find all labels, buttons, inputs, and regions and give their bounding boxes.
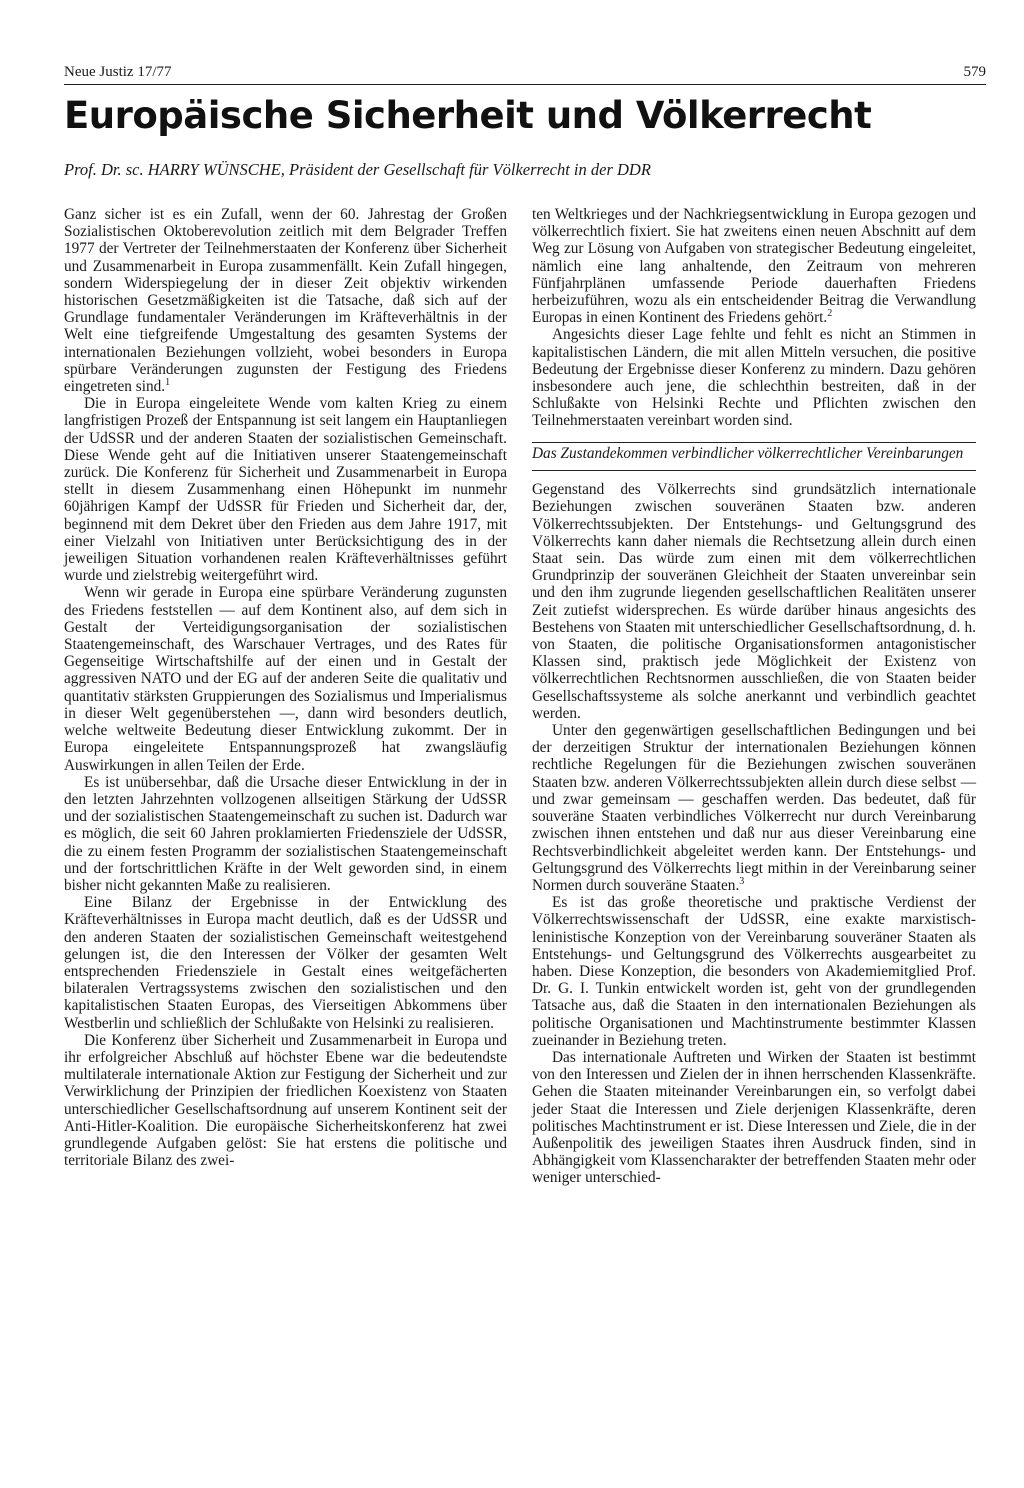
page-number: 579 <box>963 64 986 80</box>
paragraph: Eine Bilanz der Ergebnisse in der Entwicklung des Kräfteverhältnisses in Europa macht deutlich, daß es der UdSSR und den anderen Staaten der sozialistischen Gemeinschaft weitestgehend gelungen ist, die den Interessen der Völker der gesamten Welt entsprechenden Friedensziele in Gestalt eines weitgefächerten bilateralen Vertragssystems zwischen den sozialistischen und den kapitalistischen Staaten Europas, des Vierseitigen Abkommens über Westberlin und schließlich der Schlußakte von Helsinki zu realisieren. <box>64 894 507 1032</box>
section-rule <box>532 470 976 471</box>
paragraph: Gegenstand des Völkerrechts sind grundsätzlich internationale Beziehungen zwischen souveränen Staaten bzw. anderen Völkerrechtssubjekten. Der Entstehungs- und Geltungsgrund des Völkerrechts kann daher niemals die Rechtsetzung allein durch einen Staat sein. Das würde zum einen mit dem völkerrechtlichen Grundprinzip der souveränen Gleichheit der Staaten unvereinbar sein und den ihm zugrunde liegenden gesellschaftlichen Realitäten unserer Zeit zutiefst widersprechen. Es würde darüber hinaus angesichts des Bestehens von Staaten mit unterschiedlicher Gesellschaftsordnung, d. h. von Staaten, die politische Organisationsformen antagonistischer Klassen sind, praktisch jede Möglichkeit der Existenz von völkerrechtlichen Rechtsnormen ausschließen, die von Staaten beider Gesellschaftssysteme als solche anerkannt und verbindlich geachtet werden. <box>532 481 976 722</box>
paragraph: Es ist unübersehbar, daß die Ursache dieser Entwicklung in der in den letzten Jahrzehnten vollzogenen allseitigen Stärkung der UdSSR und der sozialistischen Staatengemeinschaft zu suchen ist. Dadurch war es möglich, die seit 60 Jahren proklamierten Friedensziele der UdSSR, die zu einem festen Programm der sozialistischen Staatengemeinschaft und der fortschrittlichen Kräfte in der Welt geworden sind, in einem bisher nicht gekannten Maße zu realisieren. <box>64 773 507 894</box>
paragraph: Wenn wir gerade in Europa eine spürbare Veränderung zugunsten des Friedens feststellen — auf dem Kontinent also, auf dem sich in Gestalt der Verteidigungsorganisation der sozialistischen Staatengemeinschaft, des Warschauer Vertrages, und des Rates für Gegenseitige Wirtschaftshilfe auf der einen und in Gestalt der aggressiven NATO und der EG auf der anderen Seite die qualitativ und quantitativ stärksten Gruppierungen des Sozialismus und Imperialismus in dieser Welt gegenüberstehen —, dann wird besonders deutlich, welche weltweite Bedeutung dieser Entwicklung zukommt. Der in Europa eingeleitete Entspannungsprozeß hat zwangsläufig Auswirkungen in allen Teilen der Erde. <box>64 584 507 774</box>
journal-issue: Neue Justiz 17/77 <box>64 64 172 80</box>
footnote-ref: 3 <box>739 875 745 887</box>
running-header <box>64 64 986 86</box>
paragraph: Ganz sicher ist es ein Zufall, wenn der 60. Jahrestag der Großen Sozialistischen Oktoberevolution zeitlich mit dem Belgrader Treffen 1977 der Vertreter der Teilnehmerstaaten der Konferenz über Sicherheit und Zusammenarbeit in Europa zusammenfällt. Kein Zufall hingegen, sondern Widerspiegelung der in dieser Zeit objektiv wirkenden historischen Gesetzmäßigkeiten ist die Tatsache, daß sich auf der Grundlage fundamentaler Veränderungen im Kräfteverhältnis in der Welt eine tiefgreifende Umgestaltung des gesamten Systems der internationalen Beziehungen vollzieht, wobei besonders in Europa spürbare Veränderungen zugunsten der Festigung des Friedens eingetreten sind.$^1$ <box>64 206 507 396</box>
right-column <box>532 206 976 1187</box>
paragraph: Unter den gegenwärtigen gesellschaftlichen Bedingungen und bei der derzeitigen Struktur der internationalen Beziehungen können rechtliche Regelungen für die Beziehungen zwischen souveränen Staaten bzw. anderen Völkerrechtssubjekten allein durch diese selbst — und zwar gemeinsam — geschaffen werden. Das bedeutet, daß für souveräne Staaten verbindliches Völkerrecht nur durch Vereinbarung zwischen ihnen entstehen und daß nur aus dieser Vereinbarung eine Rechtsverbindlichkeit abgeleitet werden kann. Der Entstehungs- und Geltungsgrund des Völkerrechts liegt mithin in der Vereinbarung seiner Normen durch souveräne Staaten.$^3$ <box>532 722 976 894</box>
footnote-ref: 1 <box>165 376 171 388</box>
author-byline: Prof. Dr. sc. HARRY WÜNSCHE, Präsident der Gesellschaft für Völkerrecht in der DDR <box>64 160 651 179</box>
paragraph: Es ist das große theoretische und praktische Verdienst der Völkerrechtswissenschaft der UdSSR, eine exakte marxistisch-leninistische Konzeption von der Vereinbarung souveräner Staaten als Entstehungs- und Geltungsgrund des Völkerrechts ausgearbeitet zu haben. Diese Konzeption, die besonders von Akademiemitglied Prof. Dr. G. I. Tunkin entwickelt worden ist, geht von der grundlegenden Tatsache aus, daß die Staaten in den internationalen Beziehungen als politische Organisationen und Machtinstrumente bestimmter Klassen zueinander in Beziehung treten. <box>532 894 976 1049</box>
paragraph: Das internationale Auftreten und Wirken der Staaten ist bestimmt von den Interessen und Zielen der in ihnen herrschenden Klassenkräfte. Gehen die Staaten miteinander Vereinbarungen ein, so verfolgt dabei jeder Staat die Interessen und Ziele derjenigen Klassenkräfte, deren politisches Machtinstrument er ist. Diese Interessen und Ziele, die in der Außenpolitik des jeweiligen Staates ihren Ausdruck finden, sind in Abhängigkeit vom Klassencharakter der betreffenden Staaten mehr oder weniger unterschied- <box>532 1048 976 1187</box>
article-title: Europäische Sicherheit und Völkerrecht <box>64 94 872 137</box>
left-column <box>64 206 507 1169</box>
paragraph: Die in Europa eingeleitete Wende vom kalten Krieg zu einem langfristigen Prozeß der Entspannung ist seit langem ein Hauptanliegen der UdSSR und der anderen Staaten der sozialistischen Gemeinschaft. Diese Wende geht auf die Initiativen unserer Staatengemeinschaft zurück. Die Konferenz für Sicherheit und Zusammenarbeit in Europa stellt in diesem Zusammenhang einen Höhepunkt im nunmehr 60jährigen Kampf der UdSSR für Frieden und Sicherheit dar, der, beginnend mit dem Dekret über den Frieden aus dem Jahre 1917, mit einer Vielzahl von Initiativen unter Berücksichtigung des in der jeweiligen Situation vorhandenen realen Kräfteverhältnisses geführt wurde und zielstrebig weitergeführt wird. <box>64 395 507 585</box>
header-rule <box>64 84 986 85</box>
paragraph: ten Weltkrieges und der Nachkriegsentwicklung in Europa gezogen und völkerrechtlich fixiert. Sie hat zweitens einen neuen Abschnitt auf dem Weg zur Lösung von Aufgaben von strategischer Bedeutung eingeleitet, nämlich eine lang anhaltende, den Zeitraum von mehreren Fünfjahrplänen umfassende Periode dauerhaften Friedens herbeizuführen, wozu als ein entscheidender Beitrag die Verwandlung Europas in einen Kontinent des Friedens gehört.$^2$ <box>532 206 976 327</box>
paragraph: Angesichts dieser Lage fehlte und fehlt es nicht an Stimmen in kapitalistischen Ländern, die mit allen Mitteln versuchen, die positive Bedeutung der Ergebnisse dieser Konferenz zu mindern. Dazu gehören insbesondere auch jene, die schlechthin bestreiten, daß in der Schlußakte von Helsinki Rechte und Pflichten zwischen den Teilnehmerstaaten vereinbart worden sind. <box>532 326 976 430</box>
paragraph: Die Konferenz über Sicherheit und Zusammenarbeit in Europa und ihr erfolgreicher Abschluß auf höchster Ebene war die bedeutendste multilaterale internationale Aktion zur Festigung der Sicherheit und zur Verwirklichung der Prinzipien der friedlichen Koexistenz von Staaten unterschiedlicher Gesellschaftsordnung auf unserem Kontinent seit der Anti-Hitler-Koalition. Die europäische Sicherheitskonferenz hat zwei grundlegende Aufgaben gelöst: Sie hat erstens die politische und territoriale Bilanz des zwei- <box>64 1031 507 1170</box>
footnote-ref: 2 <box>827 308 833 320</box>
section-heading: Das Zustandekommen verbindlicher völkerrechtlicher Vereinbarungen <box>532 442 976 463</box>
